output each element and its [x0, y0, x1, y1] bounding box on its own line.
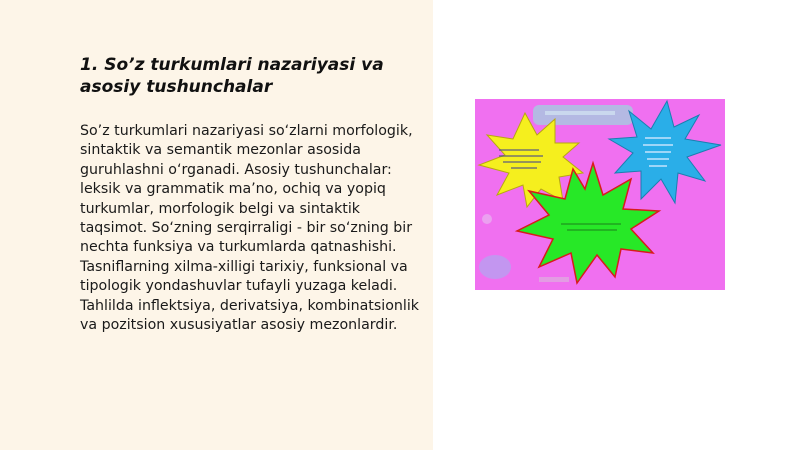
starburst-picture: [475, 99, 725, 290]
slide-title: 1. So’z turkumlari nazariyasi va asosiy tushunchalar: [80, 55, 384, 97]
lavender-blob: [479, 255, 511, 279]
slide-body: So’z turkumlari nazariyasi so‘zlarni morfologik, sintaktik va semantik mezonlar asosida guruhlashni o‘rganadi. Asosiy tushunchalar: leksik va grammatik ma’no, ochiq va yopiq turkumlar, morfologik belgi va sintaktik taqsimot. So‘zning serqirraligi - bir so‘zning bir nechta funksiya va turkumlarda qatnashishi. Tasniflarning xilma-xilligi tarixiy, funksional va tipologik yondashuvlar tufayli yuzaga keladi. Tahlilda inflektsiya, derivatsiya, kombinatsionlik va pozitsion xususiyatlar asosiy mezonlardir.: [80, 123, 419, 334]
